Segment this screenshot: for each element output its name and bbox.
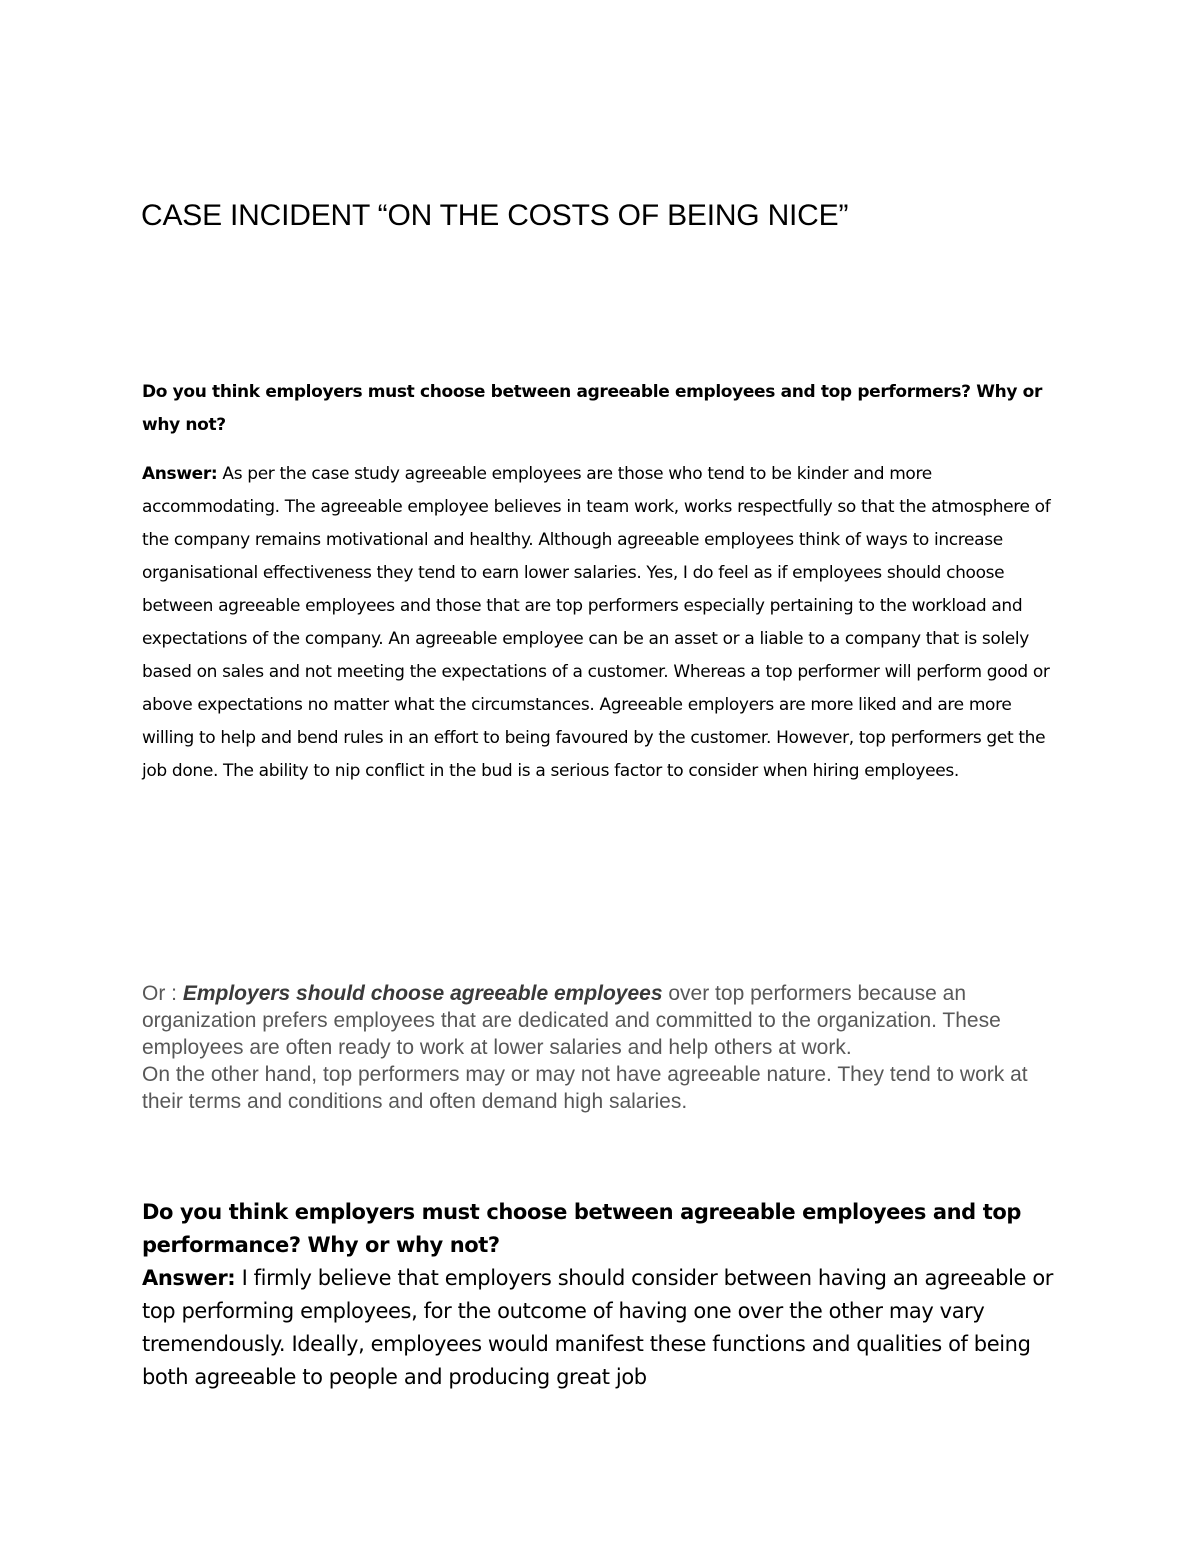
alternative-answer-emphasis: Employers should choose agreeable employees [182,982,663,1005]
alternative-answer-paragraph-1 [142,980,1062,1061]
answer-1-label: Answer: [142,464,218,484]
alternative-answer [142,980,1062,1115]
question-2: Do you think employers must choose between agreeable employees and top performance? Why or why not? [142,1200,1022,1257]
answer-1-text: As per the case study agreeable employees are those who tend to be kinder and more accommodating. The agreeable employee believes in team work, works respectfully so that the atmosphere of the company remains motivational and healthy. Although agreeable employees think of ways to increase organisational effectiveness they tend to earn lower salaries. Yes, I do feel as if employees should choose between agreeable employees and those that are top performers especially pertaining to the workload and expectations of the company. An agreeable employee can be an asset or a liable to a company that is solely based on sales and not meeting the expectations of a customer. Whereas a top performer will perform good or above expectations no matter what the circumstances. Agreeable employers are more liked and are more willing to help and bend rules in an effort to being favoured by the customer. However, top performers get the job done. The ability to nip conflict in the bud is a serious factor to consider when hiring employees. [142,464,1051,781]
answer-3-text: I firmly believe that employers should consider between having an agreeable or top performing employees, for the outcome of having one over the other may vary tremendously. Ideally, employees would manifest these functions and qualities of being both agreeable to people and producing great job [142,1266,1054,1389]
alternative-answer-paragraph-2: On the other hand, top performers may or may not have agreeable nature. They tend to work at their terms and conditions and often demand high salaries. [142,1063,1028,1113]
alternative-answer-text: over top performers because an organization prefers employees that are dedicated and committed to the organization. These employees are often ready to work at lower salaries and help others at work. [142,982,1001,1059]
question-1: Do you think employers must choose between agreeable employees and top performers? Why or why not? [142,382,1043,435]
alternative-answer-prefix: Or : [142,982,183,1005]
answer-3-label: Answer: [142,1266,236,1290]
answer-3 [142,1262,1072,1394]
answer-1 [142,458,1067,788]
document-title: CASE INCIDENT “ON THE COSTS OF BEING NICE” [141,199,849,232]
